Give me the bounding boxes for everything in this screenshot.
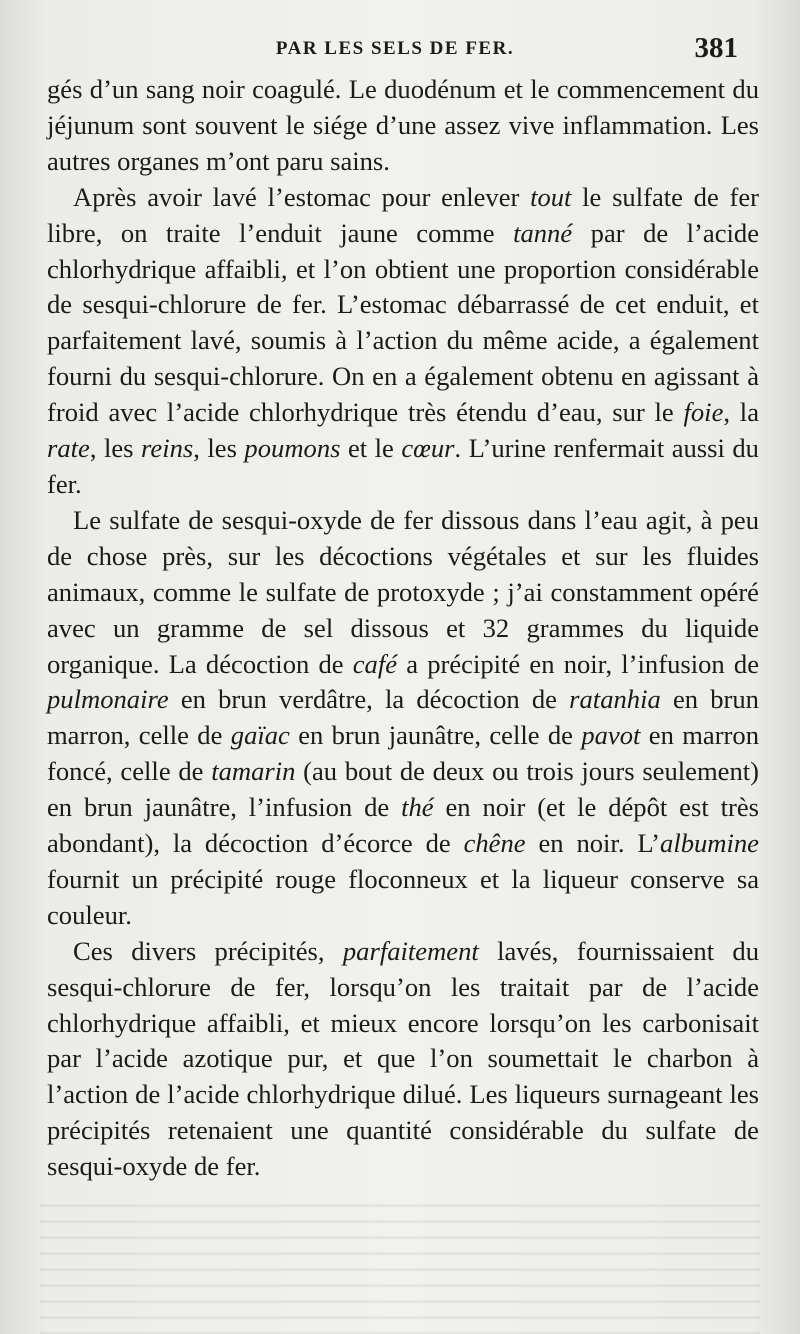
text-run: , les — [193, 433, 245, 464]
page-header — [52, 32, 738, 66]
text-run: fournit un précipité rouge floconneux et la liqueur conserve sa couleur. — [47, 863, 759, 930]
italic-term: reins — [141, 433, 194, 464]
text-run: par de l’acide chlorhydrique affaibli, et l’on obtient une proportion considérable de sesqui-chlorure de fer. L’estomac débarrassé de cet enduit, et parfaitement lavé, soumis à l’action du même acide, a également fourni du sesqui-chlorure. On en a également obtenu en agissant à froid avec l’acide chlorhydrique très étendu d’eau, sur le — [47, 217, 760, 428]
text-run: en noir (et le dépôt est très abondant), la décoction d’écorce de — [47, 792, 760, 859]
text-run: (au bout de deux ou trois jours seulement) en brun jaunâtre, l’infusion de — [47, 756, 759, 823]
text-run: lavés, fournissaient du sesqui-chlorure de fer, lorsqu’on les traitait par de l’acide chlorhydrique affaibli, et mieux encore lorsqu’on les carbonisait par l’acide azotique pur, et que l’on soumettait le charbon à l’action de l’acide chlorhydrique dilué. Les liqueurs surnageant les précipités retenaient une quantité considérable du sulfate de sesqui-oxyde de fer. — [47, 935, 759, 1182]
italic-term: tamarin — [211, 756, 296, 787]
italic-term: ratanhia — [569, 684, 661, 715]
italic-term: rate — [47, 433, 90, 464]
italic-term: pavot — [581, 720, 641, 751]
text-run: , la — [723, 397, 759, 428]
text-run: gés d’un sang noir coagulé. Le duodénum et le commencement du jéjunum sont souvent le siége d’une assez vive inflammation. Les autres organes m’ont paru sains. — [47, 74, 759, 176]
italic-term: café — [352, 648, 398, 679]
text-run: , les — [89, 433, 142, 464]
paragraph-1 — [47, 72, 759, 180]
text-run: et le — [340, 433, 402, 464]
text-run: en noir. L’ — [525, 828, 661, 859]
italic-term: tanné — [513, 217, 573, 248]
italic-term: parfaitement — [342, 935, 479, 966]
italic-term: gaïac — [230, 720, 290, 751]
text-run: en marron foncé, celle de — [47, 720, 759, 787]
text-run: . L’urine renfermait aussi du fer. — [47, 433, 759, 499]
text-run: en brun marron, celle de — [47, 684, 759, 751]
text-run: Après avoir lavé l’estomac pour enlever — [73, 181, 531, 212]
text-run: le sulfate de fer libre, on traite l’enduit jaune comme — [47, 181, 759, 248]
text-run: Le sulfate de sesqui-oxyde de fer dissous dans l’eau agit, à peu de chose près, sur les décoctions végétales et sur les fluides animaux, comme le sulfate de protoxyde ; j’ai constamment opéré avec un gramme de sel dissous et 32 grammes du liquide organique. La décoction de — [47, 504, 759, 679]
italic-term: tout — [530, 181, 572, 212]
paragraph-2 — [47, 180, 759, 503]
running-head: PAR LES SELS DE FER. — [275, 38, 515, 59]
italic-term: foie — [683, 397, 724, 428]
text-run: en brun jaunâtre, celle de — [289, 720, 582, 751]
italic-term: pulmonaire — [47, 684, 169, 715]
paragraph-3 — [47, 503, 759, 934]
italic-term: thé — [401, 792, 434, 823]
italic-term: chêne — [463, 828, 526, 859]
paragraph-4 — [47, 934, 759, 1185]
text-run: Ces divers précipités, — [73, 935, 343, 966]
page-number: 381 — [694, 32, 738, 64]
show-through-text — [40, 1204, 760, 1334]
text-run: en brun verdâtre, la décoction de — [168, 684, 570, 715]
italic-term: cœur — [401, 433, 455, 464]
italic-term: albumine — [660, 828, 759, 859]
body-text — [47, 72, 759, 1185]
text-run: a précipité en noir, l’infusion de — [397, 648, 759, 679]
italic-term: poumons — [244, 433, 341, 464]
